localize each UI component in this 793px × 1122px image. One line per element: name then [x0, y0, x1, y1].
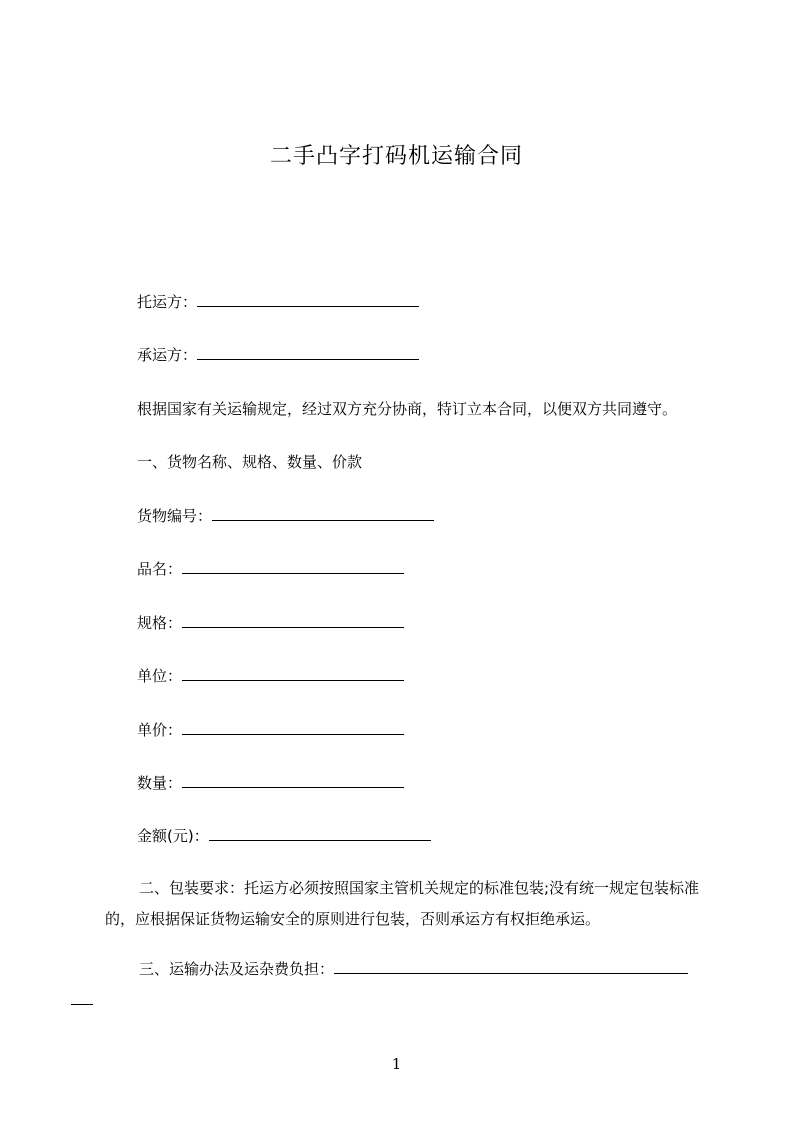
field-amount — [137, 826, 431, 846]
field-unit — [137, 666, 404, 686]
intro-paragraph: 根据国家有关运输规定，经过双方充分协商，特订立本合同，以便双方共同遵守。 — [137, 400, 678, 418]
field-label: 单位： — [137, 667, 183, 685]
field-blank[interactable] — [212, 506, 434, 521]
field-specification — [137, 613, 404, 633]
field-quantity — [137, 773, 404, 793]
carrier-label: 承运方： — [137, 346, 198, 364]
section1-heading: 一、货物名称、规格、数量、价款 — [137, 453, 363, 471]
field-label: 数量： — [137, 774, 183, 792]
field-goods-number — [137, 506, 434, 526]
section3-blank-continued[interactable] — [71, 990, 93, 1005]
section2-paragraph: 二、包装要求：托运方必须按照国家主管机关规定的标准包装;没有统一规定包装标准的，应根据保证货物运输安全的原则进行包装，否则承运方有权拒绝承运。 — [105, 879, 700, 928]
field-product-name — [137, 559, 404, 579]
page-number: 1 — [391, 1055, 402, 1073]
section3-paragraph — [105, 954, 717, 1016]
field-blank[interactable] — [209, 826, 431, 841]
field-label: 金额(元)： — [137, 827, 209, 845]
field-label: 品名： — [137, 560, 183, 578]
field-label: 货物编号： — [137, 507, 213, 525]
carrier-blank[interactable] — [197, 345, 419, 360]
field-blank[interactable] — [182, 559, 404, 574]
field-label: 规格： — [137, 614, 183, 632]
carrier-line — [137, 345, 419, 365]
section3-blank[interactable] — [334, 959, 688, 974]
shipper-blank[interactable] — [197, 292, 419, 307]
field-blank[interactable] — [182, 720, 404, 735]
field-label: 单价： — [137, 721, 183, 739]
field-blank[interactable] — [182, 613, 404, 628]
field-blank[interactable] — [182, 773, 404, 788]
section3-label: 三、运输办法及运杂费负担： — [139, 960, 335, 978]
shipper-label: 托运方： — [137, 293, 198, 311]
contract-title: 二手凸字打码机运输合同 — [269, 144, 523, 169]
shipper-line — [137, 292, 419, 312]
field-unit-price — [137, 720, 404, 740]
field-blank[interactable] — [182, 666, 404, 681]
